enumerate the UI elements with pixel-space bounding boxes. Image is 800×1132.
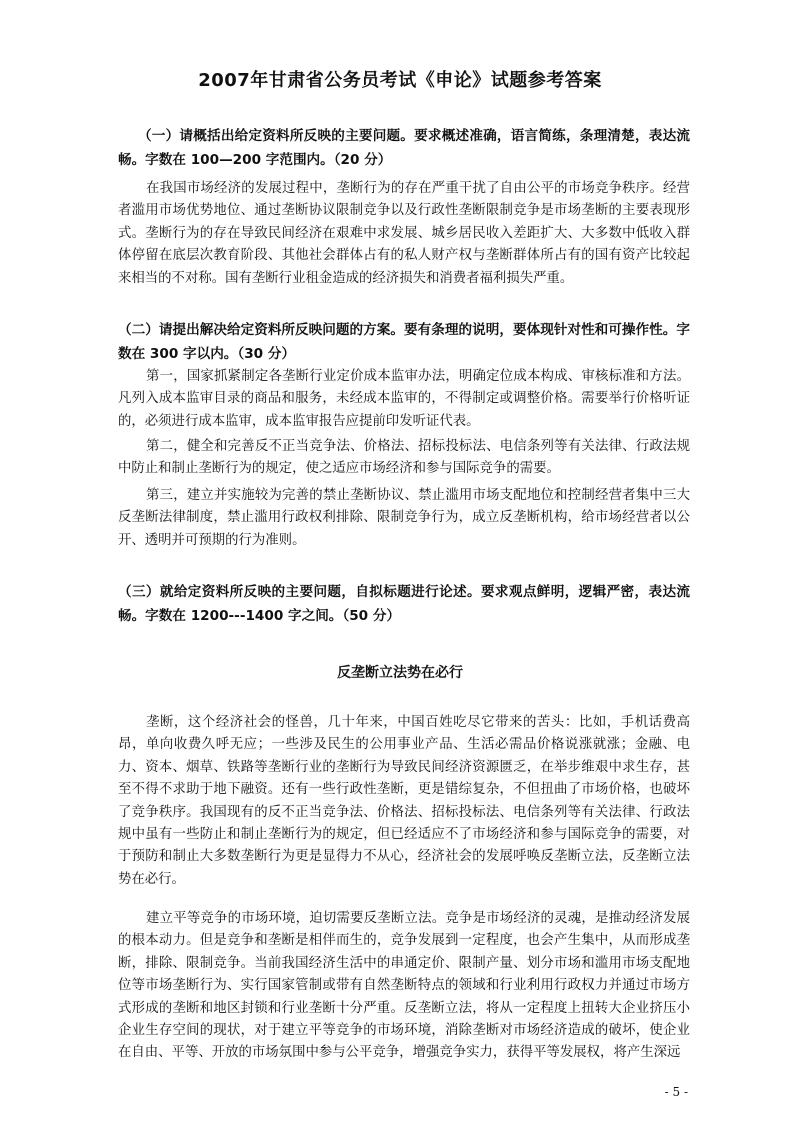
answer-2-paragraph-1: 第一，国家抓紧制定各垄断行业定价成本监审办法，明确定位成本构成、审核标准和方法。凡列入成本监审目录的商品和服务，未经成本监审的，不得制定或调整价格。需要举行价格听证的，必须进行成本监审，成本监审报告应提前印发听证代表。 [118,369,690,429]
answer-1-paragraph: 在我国市场经济的发展过程中，垄断行为的存在严重干扰了自由公平的市场竞争秩序。经营者滥用市场优势地位、通过垄断协议限制竞争以及行政性垄断限制竞争是市场垄断的主要表现形式。垄断行为的存在导致民间经济在艰难中求发展、城乡居民收入差距扩大、大多数中低收入群体停留在底层次教育阶段、其他社会群体占有的私人财产权与垄断群体所占有的国有资产比较起来相当的不对称。国有垄断行业租金造成的经济损失和消费者福利损失严重。 [118,181,690,286]
question-1: （一）请概括出给定资料所反映的主要问题。要求概述准确，语言简练，条理清楚，表达流畅。字数在 100—200 字范围内。（20 分） [118,128,690,168]
page-number: - 5 - [664,1085,688,1099]
essay-paragraph-2: 建立平等竞争的市场环境，迫切需要反垄断立法。竞争是市场经济的灵魂，是推动经济发展的根本动力。但是竞争和垄断是相伴而生的，竞争发展到一定程度，也会产生集中，从而形成垄断，排除、限制竞争。当前我国经济生活中的串通定价、限制产量、划分市场和滥用市场支配地位等市场垄断行为、实行国家管制或带有自然垄断特点的领域和行业利用行政权力并通过市场方式形成的垄断和地区封锁和行业垄断十分严重。反垄断立法，将从一定程度上扭转大企业挤压小企业生存空间的现状，对于建立平等竞争的市场环境，消除垄断对市场经济造成的破坏，使企业在自由、平等、开放的市场氛围中参与公平竞争，增强竞争实力，获得平等发展权，将产生深远 [118,911,690,1061]
answer-2-paragraph-2: 第二，健全和完善反不正当竞争法、价格法、招标投标法、电信条列等有关法律、行政法规中防止和制止垄断行为的规定，使之适应市场经济和参与国际竞争的需要。 [118,439,690,477]
document-title: 2007年甘肃省公务员考试《申论》试题参考答案 [198,70,602,91]
answer-2-paragraph-3: 第三，建立并实施较为完善的禁止垄断协议、禁止滥用市场支配地位和控制经营者集中三大反垄断法律制度，禁止滥用行政权利排除、限制竞争行为，成立反垄断机构，给市场经营者以公开、透明并可预期的行为准则。 [118,488,690,548]
essay-title: 反垄断立法势在必行 [337,665,463,681]
question-3: （三）就给定资料所反映的主要问题，自拟标题进行论述。要求观点鲜明，逻辑严密，表达流畅。字数在 1200---1400 字之间。（50 分） [118,584,690,624]
question-2: （二）请提出解决给定资料所反映问题的方案。要有条理的说明，要体现针对性和可操作性。字数在 300 字以内。（30 分） [118,322,690,362]
essay-paragraph-1: 垄断，这个经济社会的怪兽，几十年来，中国百姓吃尽它带来的苦头：比如，手机话费高昂，单向收费久呼无应；一些涉及民生的公用事业产品、生活必需品价格说涨就涨；金融、电力、资本、烟草、铁路等垄断行业的垄断行为导致民间经济资源匮乏，在举步维艰中求生存，甚至不得不求助于地下融资。还有一些行政性垄断，更是错综复杂，不但扭曲了市场价格，也破坏了竞争秩序。我国现有的反不正当竞争法、价格法、招标投标法、电信条列等有关法律、行政法规中虽有一些防止和制止垄断行为的规定，但已经适应不了市场经济和参与国际竞争的需要，对于预防和制止大多数垄断行为更是显得力不从心，经济社会的发展呼唤反垄断立法，反垄断立法势在必行。 [118,715,690,887]
